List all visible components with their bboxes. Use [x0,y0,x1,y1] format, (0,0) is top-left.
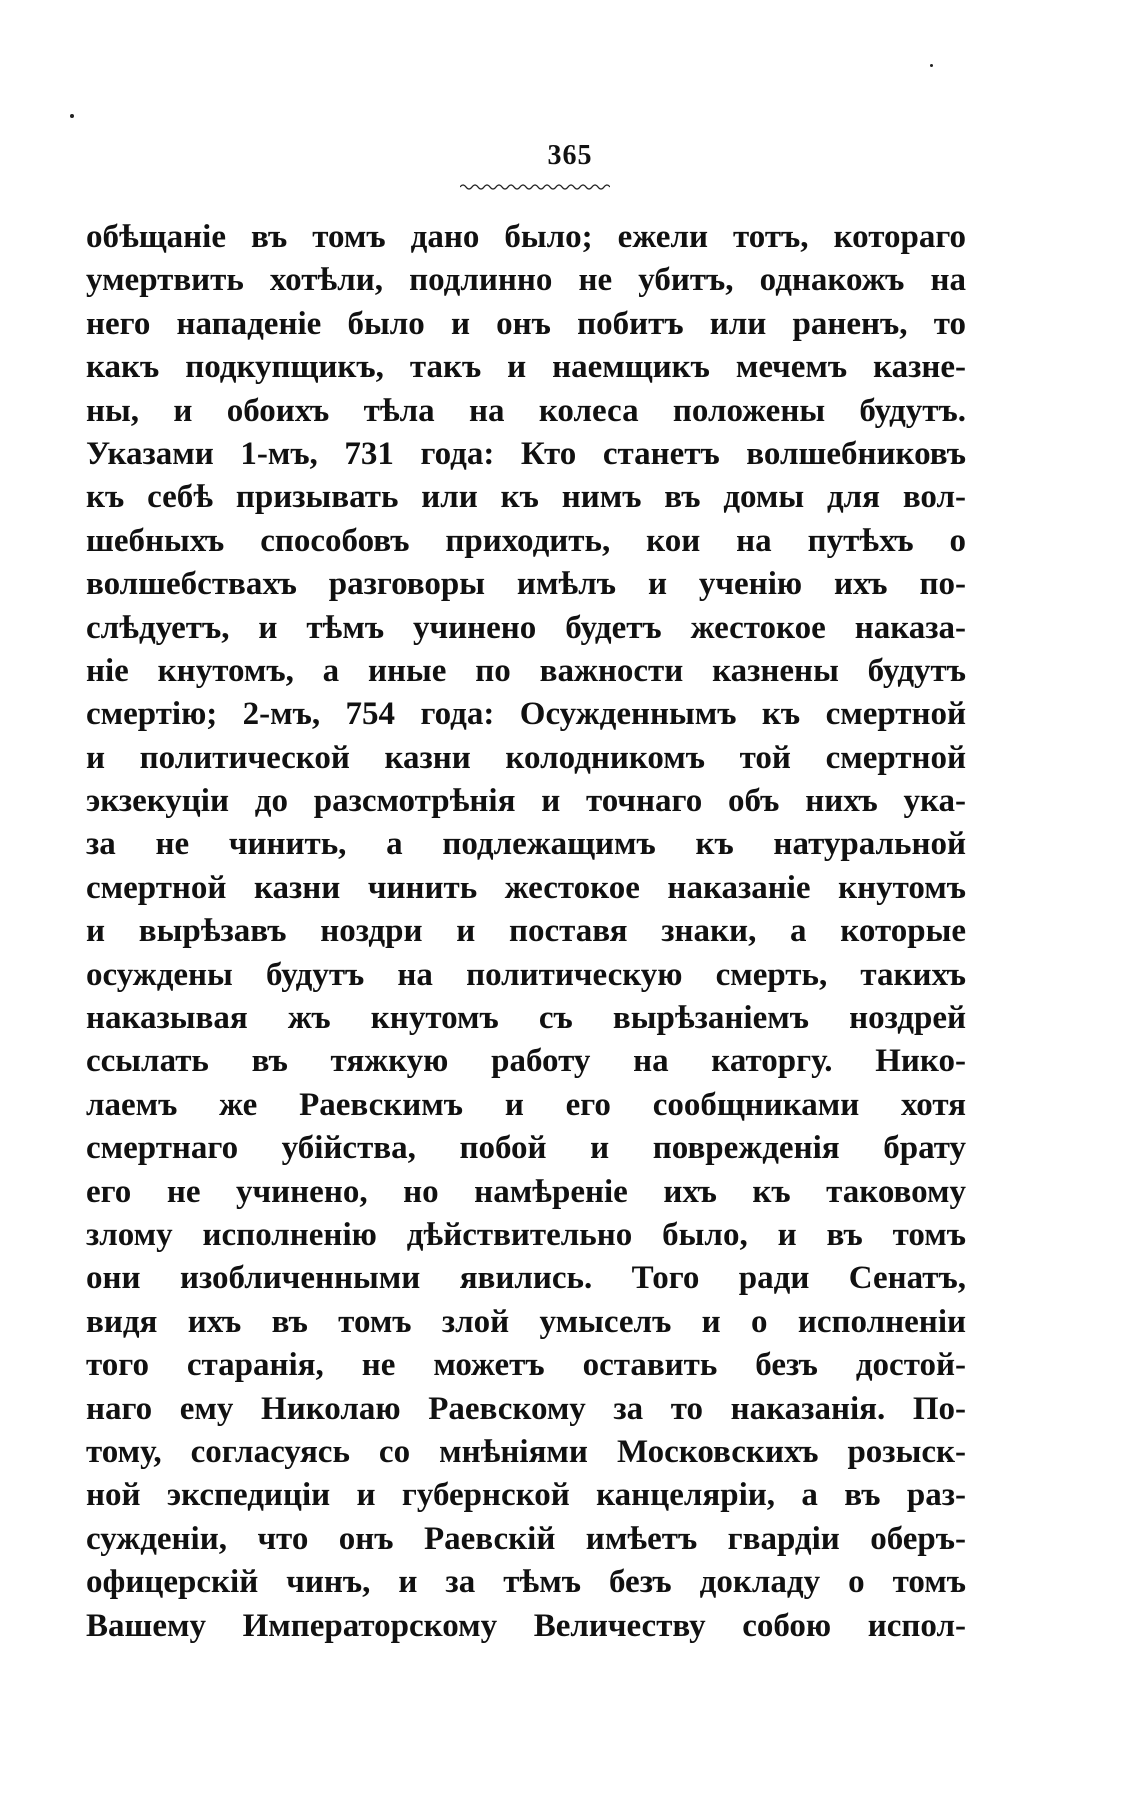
text-line: Вашему Императорскому Величеству собою испол- [86,1607,966,1644]
text-line: офицерскій чинъ, и за тѣмъ безъ докладу о томъ [86,1564,966,1601]
text-line: смертной казни чинить жестокое наказаніе кнутомъ [86,869,966,906]
text-line: наго ему Николаю Раевскому за то наказанія. По- [86,1390,966,1427]
text-line: и вырѣзавъ ноздри и поставя знаки, а которые [86,913,966,950]
ink-speck [930,64,933,67]
wavy-rule-ornament [460,183,610,191]
text-line: какъ подкупщикъ, такъ и наемщикъ мечемъ казне- [86,349,966,386]
text-line: ны, и обоихъ тѣла на колеса положены будутъ. [86,392,966,429]
text-line: къ себѣ призывать или къ нимъ въ домы для вол- [86,479,966,516]
text-line: него нападеніе было и онъ побитъ или раненъ, то [86,305,966,342]
text-line: лаемъ же Раевскимъ и его сообщниками хотя [86,1086,966,1123]
text-line: смертнаго убійства, побой и поврежденія брату [86,1130,966,1167]
page-number: 365 [547,140,593,171]
text-line: злому исполненію дѣйствительно было, и въ томъ [86,1216,966,1253]
text-line: того старанія, не можетъ оставить безъ достой- [86,1347,966,1384]
text-line: ніе кнутомъ, а иные по важности казнены будутъ [86,652,966,689]
text-line: тому, согласуясь со мнѣніями Московскихъ розыск- [86,1433,966,1470]
text-line: сужденіи, что онъ Раевскій имѣетъ гвардіи оберъ- [86,1520,966,1557]
ink-speck [70,114,74,118]
text-line: за не чинить, а подлежащимъ къ натуральной [86,826,966,863]
text-line: наказывая жъ кнутомъ съ вырѣзаніемъ ноздрей [86,1000,966,1037]
body-text [86,216,966,1648]
text-line: умертвить хотѣли, подлинно не убитъ, однакожъ на [86,262,966,299]
text-line: шебныхъ способовъ приходить, кои на путѣхъ о [86,522,966,559]
text-line: и политической казни колодникомъ той смертной [86,739,966,776]
text-line: смертію; 2-мъ, 754 года: Осужденнымъ къ смертной [86,696,966,733]
text-line: слѣдуетъ, и тѣмъ учинено будетъ жестокое наказа- [86,609,966,646]
text-line: ной экспедиціи и губернской канцеляріи, а въ раз- [86,1477,966,1514]
text-line: Указами 1-мъ, 731 года: Кто станетъ волшебниковъ [86,435,966,472]
text-line: его не учинено, но намѣреніе ихъ къ таковому [86,1173,966,1210]
text-line: видя ихъ въ томъ злой умыселъ и о исполненіи [86,1303,966,1340]
text-line: осуждены будутъ на политическую смерть, такихъ [86,956,966,993]
text-line: экзекуціи до разсмотрѣнія и точнаго объ нихъ ука- [86,783,966,820]
text-line: ссылать въ тяжкую работу на каторгу. Нико- [86,1043,966,1080]
text-line: они изобличенными явились. Того ради Сенатъ, [86,1260,966,1297]
text-line: обѣщаніе въ томъ дано было; ежели тотъ, котораго [86,219,966,255]
text-line: волшебствахъ разговоры имѣлъ и ученію ихъ по- [86,566,966,603]
